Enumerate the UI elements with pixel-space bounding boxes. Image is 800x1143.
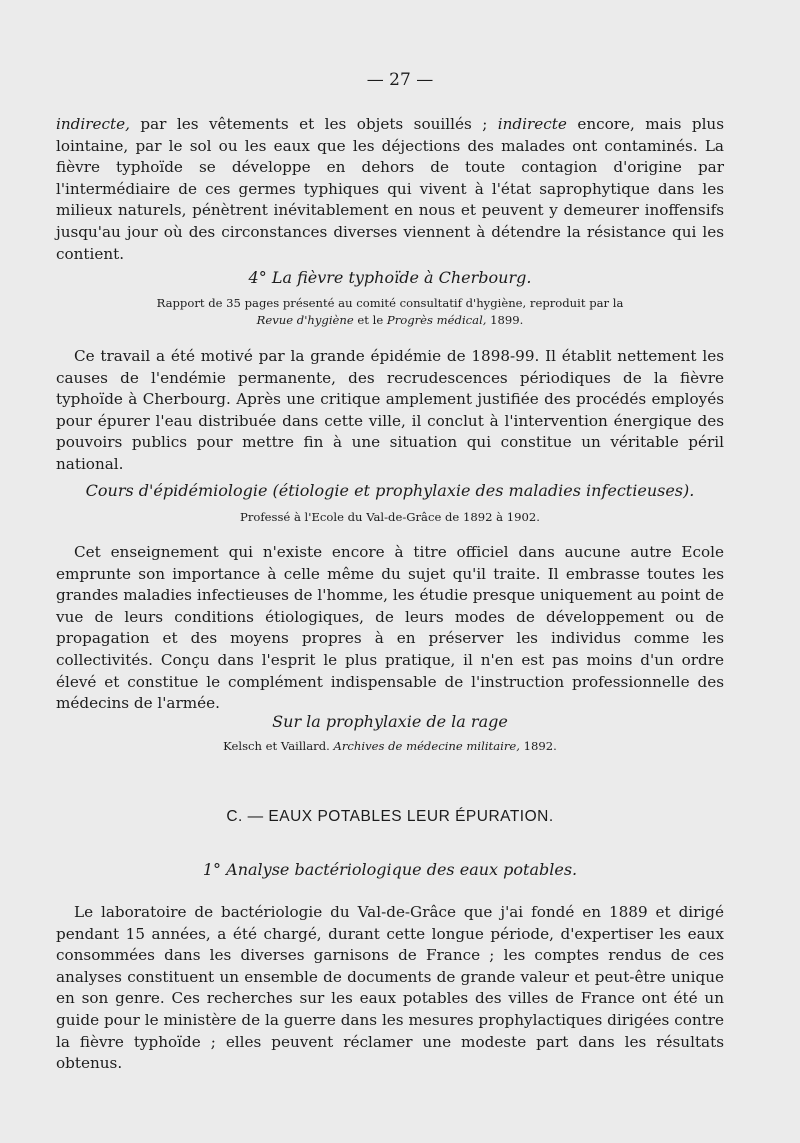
journal-revue-hygiene: Revue d'hygiène	[256, 313, 354, 327]
heading-subtitle-rapport	[56, 295, 724, 329]
paragraph-text: par les vêtements et les objets souillés ;	[129, 115, 498, 133]
emphasis-indirecte: indirecte,	[56, 115, 130, 133]
heading-subtitle-cours: Professé à l'Ecole du Val-de-Grâce de 1892 à 1902.	[240, 510, 540, 524]
page-number: — 27 —	[366, 70, 434, 90]
heading-analyse-bacteriologique: 1° Analyse bactériologique des eaux potables.	[202, 860, 578, 879]
subtitle-line-1: Rapport de 35 pages présenté au comité consultatif d'hygiène, reproduit par la	[156, 296, 624, 310]
heading-prophylaxie-rage: Sur la prophylaxie de la rage	[272, 712, 508, 731]
paragraph-contagion	[56, 114, 724, 265]
subtitle-text: et le	[353, 313, 387, 327]
emphasis-indirecte-2: indirecte	[497, 115, 567, 133]
paragraph-enseignement: Cet enseignement qui n'existe encore à titre officiel dans aucune autre Ecole emprunte son importance à celle même du sujet qu'il traite. Il embrasse toutes les grandes maladies infectieuses de l'homme, les étudie presque uniquement au point de vue de leurs conditions étiologiques, de leurs modes de développement ou de propagation et des moyens propres à en préserver les individus comme les collectivités. Conçu dans l'esprit le plus pratique, il n'en est pas moins d'un ordre élevé et constitue le complément indispensable de l'instruction professionnelle des médecins de l'armée.	[56, 543, 724, 713]
section-heading-eaux-potables: C. — EAUX POTABLES LEUR ÉPURATION.	[226, 808, 554, 825]
heading-cours-epidemiologie: Cours d'épidémiologie (étiologie et prophylaxie des maladies infectieuses).	[85, 481, 695, 500]
paragraph-text: encore, mais plus lointaine, par le sol ou les eaux que les déjections des malades ont contaminés. La fièvre typhoïde se développe en dehors de toute contagion d'origine par l'intermédiaire de ces germes typhiques qui vivent à l'état saprophytique dans les milieux naturels, pénètrent inévitablement en nous et peuvent y demeurer inoffensifs jusqu'au jour où des circonstances diverses viennent à détendre la résistance qui les contient.	[56, 115, 724, 263]
subtitle-year: 1892.	[519, 739, 557, 753]
journal-progres-medical: Progrès médical,	[386, 313, 487, 327]
paragraph-laboratoire: Le laboratoire de bactériologie du Val-de-Grâce que j'ai fondé en 1889 et dirigé pendant 15 années, a été chargé, durant cette longue période, d'expertiser les eaux consommées dans les diverses garnisons de France ; les comptes rendus de ces analyses constituent un ensemble de documents de grande valeur et peut-être unique en son genre. Ces recherches sur les eaux potables des villes de France ont été un guide pour le ministère de la guerre dans les mesures prophylactiques dirigées contre la fièvre typhoïde ; elles peuvent réclamer une modeste part dans les résultats obtenus.	[56, 903, 724, 1073]
journal-archives: Archives de médecine militaire,	[333, 739, 520, 753]
subtitle-year: 1899.	[486, 313, 524, 327]
heading-subtitle-rage	[56, 738, 724, 755]
authors: Kelsch et Vaillard.	[223, 739, 334, 753]
paragraph-epidemie: Ce travail a été motivé par la grande épidémie de 1898-99. Il établit nettement les causes de l'endémie permanente, des recrudescences périodiques de la fièvre typhoïde à Cherbourg. Après une critique amplement justifiée des procédés employés pour épurer l'eau distribuée dans cette ville, il conclut à l'intervention énergique des pouvoirs publics pour mettre fin à une situation qui constitue un véritable péril national.	[56, 347, 724, 473]
heading-fievre-cherbourg: 4° La fièvre typhoïde à Cherbourg.	[248, 268, 532, 287]
